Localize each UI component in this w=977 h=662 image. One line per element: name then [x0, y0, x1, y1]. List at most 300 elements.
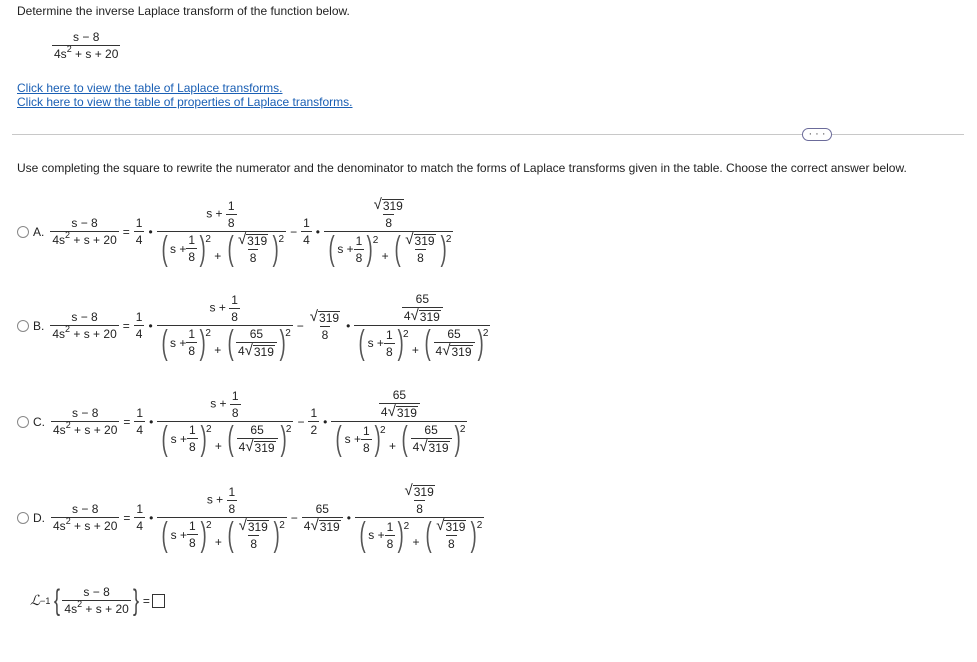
t [236, 230, 270, 249]
option-a[interactable] [17, 196, 453, 268]
t: ( [425, 516, 432, 554]
t [186, 327, 197, 358]
t: 2 [65, 516, 71, 526]
t: ) [280, 419, 287, 458]
t: 319 [247, 233, 268, 248]
t: √ [404, 482, 413, 499]
t: 2 [403, 520, 410, 532]
t [50, 325, 118, 341]
t: 8 [416, 502, 423, 516]
minus-sign: − [297, 414, 305, 429]
t: 319 [451, 345, 472, 359]
instruction-text: Use completing the square to rewrite the numerator and the denominator to match the forms of Laplace transforms given in the table. Choose the correct answer below. [17, 161, 907, 175]
t [208, 293, 242, 325]
t: ( [227, 323, 234, 362]
t [403, 484, 437, 500]
dot: • [323, 414, 328, 429]
t: 4 [303, 518, 311, 533]
option-c-expression [51, 388, 467, 458]
laplace-table-link-wrap [17, 81, 282, 95]
t: 4s [64, 602, 78, 616]
t [357, 516, 410, 554]
t: 319 [419, 310, 440, 324]
dot: • [148, 318, 153, 333]
lhs-num: s − 8 [71, 216, 98, 230]
t [423, 516, 483, 554]
option-d[interactable] [17, 482, 484, 554]
t: 1 [363, 423, 370, 438]
t: 2 [285, 423, 292, 435]
t: s − 8 [83, 585, 110, 599]
t: ( [401, 420, 409, 458]
laplace-properties-link-wrap [17, 95, 353, 109]
t: 2 [205, 234, 211, 245]
coef-65-4sqrt319 [302, 502, 343, 534]
t [355, 516, 484, 554]
t: 4 [238, 439, 246, 454]
t: 1 [310, 406, 318, 420]
t: + [411, 343, 419, 357]
t: 65 [249, 326, 264, 341]
t: 319 [413, 485, 434, 499]
t: 1 [386, 519, 394, 534]
t: 1 [385, 327, 393, 342]
t: 1 [136, 502, 144, 516]
t [236, 327, 277, 359]
t [401, 484, 439, 517]
t: 65 [392, 388, 407, 402]
t: 4s [52, 233, 66, 247]
t: 8 [188, 250, 196, 264]
t: 1 [228, 484, 236, 499]
t: ) [374, 420, 381, 458]
t: 8 [188, 440, 196, 454]
t: 319 [445, 520, 466, 534]
right-brace: } [132, 583, 139, 617]
t [237, 438, 278, 455]
term1-fraction [157, 292, 293, 362]
term2-fraction [324, 196, 453, 268]
t: ) [471, 516, 478, 554]
t: 8 [447, 537, 455, 551]
t: √ [419, 438, 428, 455]
den-exp: 2 [66, 44, 72, 54]
answer-equals: = [142, 593, 150, 608]
left-brace: { [54, 583, 61, 617]
term2-num [370, 198, 408, 231]
t: ) [199, 323, 206, 362]
t: 319 [254, 440, 275, 455]
t: 2 [65, 230, 71, 240]
t: ) [397, 324, 404, 362]
t [229, 293, 240, 324]
t: 65 [315, 501, 329, 516]
t [379, 388, 420, 420]
t: ) [199, 229, 206, 268]
option-a-expression [50, 196, 453, 268]
minus-sign: − [290, 224, 298, 239]
t [356, 324, 409, 362]
t: √ [244, 341, 253, 359]
option-b[interactable] [17, 292, 490, 362]
t [225, 229, 285, 268]
t [225, 419, 292, 458]
minus-sign: − [290, 510, 298, 525]
t: 8 [385, 216, 393, 230]
t [159, 515, 212, 554]
t [361, 424, 372, 455]
t: s + [367, 336, 384, 350]
t: s + [206, 492, 224, 507]
frac-1-2 [308, 406, 319, 437]
t: 8 [228, 501, 236, 516]
coef-sqrt319-8 [308, 307, 342, 342]
t [308, 307, 342, 326]
option-a-label: A. [33, 224, 45, 239]
t: 8 [250, 536, 258, 551]
t: √ [310, 516, 319, 534]
dot: • [346, 318, 351, 333]
t: + s + 20 [70, 519, 118, 533]
lhs-fraction [50, 216, 118, 247]
t: 319 [428, 441, 449, 455]
t [157, 515, 286, 554]
t: + [388, 439, 396, 453]
t: s − 8 [71, 310, 98, 324]
t: ( [161, 323, 168, 362]
t [237, 516, 271, 535]
t: 4s [53, 519, 66, 533]
dot: • [346, 510, 351, 525]
t: 4 [403, 309, 411, 323]
t: √ [309, 307, 319, 325]
t [403, 233, 437, 249]
term1-den [157, 229, 286, 268]
t: 1 [355, 233, 363, 248]
t: ) [454, 420, 461, 458]
laplace-table-link[interactable]: Click here to view the table of Laplace transforms. [17, 81, 283, 95]
t: 2 [476, 520, 483, 531]
t: s + [337, 242, 354, 256]
frac-1-4 [134, 406, 145, 437]
t [186, 233, 197, 264]
t: 65 [415, 292, 429, 306]
t [434, 519, 468, 535]
t: + [381, 249, 389, 263]
term2-fraction [355, 482, 484, 554]
t: √ [405, 231, 414, 248]
t [434, 327, 475, 359]
t: s + [368, 528, 385, 542]
t: ( [161, 515, 169, 554]
t: 4 [135, 233, 143, 247]
t: ) [272, 229, 279, 268]
t [302, 517, 343, 534]
t: 8 [249, 250, 257, 265]
t [411, 423, 452, 455]
t: s + [169, 335, 187, 350]
den-4s: 4s [54, 47, 67, 61]
given-numerator: s − 8 [73, 30, 100, 44]
t: 8 [188, 344, 196, 358]
t [187, 519, 198, 550]
term2-fraction [354, 292, 490, 362]
t: 2 [372, 234, 379, 246]
t: + [412, 535, 420, 549]
t: 319 [319, 310, 340, 325]
t: ) [279, 323, 286, 362]
equals-sign: = [123, 414, 131, 429]
t: 1 [303, 216, 310, 230]
option-d-radio[interactable] [17, 512, 29, 524]
t: + s + 20 [70, 233, 117, 247]
t [333, 420, 386, 458]
minus-sign: − [296, 318, 304, 333]
den-rest: + s + 20 [71, 47, 119, 61]
t: s + [169, 241, 187, 256]
dot: • [315, 224, 320, 239]
term1-fraction [157, 388, 293, 458]
t [434, 519, 468, 551]
t [377, 388, 422, 421]
t: 4 [303, 233, 310, 247]
t [372, 198, 406, 230]
t [236, 230, 270, 265]
t [385, 520, 396, 551]
t: √ [410, 307, 419, 324]
t: 1 [188, 519, 196, 533]
t: 319 [247, 519, 268, 534]
t: 2 [279, 519, 285, 531]
t [422, 324, 489, 362]
t: 2 [77, 599, 83, 609]
t [354, 324, 490, 362]
lhs-fraction [51, 406, 119, 437]
t: ( [161, 229, 168, 268]
t: 2 [402, 328, 409, 340]
t: 8 [385, 344, 393, 359]
frac-1-4 [134, 216, 145, 247]
t [157, 323, 293, 362]
term1-num [204, 199, 238, 231]
t [237, 423, 278, 455]
t: 4 [380, 405, 388, 419]
t: 65 [447, 327, 461, 341]
t: √ [442, 342, 451, 359]
laplace-properties-link[interactable]: Click here to view the table of properties of Laplace transforms. [17, 95, 353, 109]
t [187, 423, 198, 454]
t: √ [387, 403, 396, 420]
answer-line: ℒ −1 { s − 8 $4s^2 + s + 20$ } = [30, 585, 165, 616]
t [227, 485, 238, 516]
option-a-radio[interactable] [17, 226, 29, 238]
t [236, 342, 277, 359]
t: 319 [414, 234, 435, 248]
t: 4 [136, 519, 144, 533]
option-c[interactable] [17, 388, 467, 458]
t: + [214, 534, 222, 549]
frac-1-4 [134, 310, 145, 341]
answer-fraction [62, 585, 130, 616]
t: 8 [321, 327, 329, 342]
t: 2 [380, 424, 386, 436]
t: 4 [136, 423, 144, 437]
t [400, 292, 445, 325]
t: 1 [188, 327, 196, 341]
t: ) [397, 516, 405, 554]
t: 8 [231, 405, 239, 420]
t [403, 233, 437, 265]
t [354, 234, 365, 265]
t: 2 [205, 328, 211, 339]
dot: • [149, 510, 154, 525]
term2-den [324, 230, 453, 268]
t [205, 485, 239, 517]
t: + [214, 342, 222, 357]
t: 1 [188, 423, 196, 437]
t: ( [335, 420, 343, 458]
t: ( [394, 230, 401, 268]
t [379, 403, 420, 420]
t: 1 [188, 233, 196, 247]
t: ( [359, 516, 366, 554]
t [403, 484, 437, 516]
t: ) [200, 419, 207, 458]
t: s + [344, 432, 362, 446]
t: s + [209, 300, 226, 315]
t [230, 389, 241, 420]
dot: • [148, 224, 153, 239]
t: 4 [412, 440, 420, 454]
t: 319 [253, 344, 274, 359]
option-c-label: C. [33, 414, 45, 429]
t [399, 420, 466, 458]
t [157, 419, 293, 458]
t: 2 [206, 424, 212, 435]
t: 8 [386, 536, 394, 551]
t [62, 600, 130, 616]
t: 2 [278, 233, 285, 245]
t: ( [424, 324, 431, 362]
t [226, 199, 237, 230]
t: ( [328, 230, 335, 268]
equals-sign: = [122, 224, 130, 239]
t: 2 [459, 424, 466, 435]
dot: • [149, 414, 154, 429]
t: 4s [53, 423, 66, 437]
t: 65 [424, 423, 438, 437]
t: ( [227, 419, 235, 458]
t: ) [477, 324, 484, 362]
term1-fraction [157, 484, 286, 554]
t: 319 [396, 406, 417, 420]
t [411, 438, 452, 455]
t [159, 419, 212, 458]
t [51, 421, 119, 437]
option-c-radio[interactable] [17, 416, 29, 428]
t: 1 [231, 292, 238, 307]
t: √ [238, 516, 247, 534]
t: 4 [237, 343, 245, 358]
t [237, 516, 271, 551]
term2-fraction [331, 388, 467, 458]
t: 319 [319, 519, 340, 534]
t [402, 307, 443, 324]
t [225, 515, 285, 554]
t: 4 [135, 327, 143, 341]
lhs-fraction [51, 502, 119, 533]
t: ) [366, 230, 374, 268]
t [331, 420, 467, 458]
t: 2 [65, 324, 71, 334]
t: + s + 20 [82, 602, 129, 616]
t: 2 [445, 234, 452, 245]
t: 1 [136, 406, 144, 420]
t: 2 [206, 520, 212, 531]
t: 65 [250, 422, 264, 437]
t: 1 [231, 388, 239, 403]
given-denominator [52, 45, 120, 61]
t: 2 [65, 420, 71, 430]
t [402, 292, 443, 324]
t: √ [436, 517, 445, 534]
option-b-label: B. [33, 318, 45, 333]
t: 8 [417, 251, 424, 265]
frac-1-4b [301, 216, 312, 247]
t [208, 389, 242, 421]
option-b-radio[interactable] [17, 320, 29, 332]
term1-fraction [157, 198, 286, 268]
t: √ [373, 196, 382, 213]
t [372, 198, 406, 214]
t: + s + 20 [70, 423, 118, 437]
t: + s + 20 [70, 327, 117, 341]
equals-sign: = [123, 510, 131, 525]
more-button[interactable]: · · · [802, 128, 832, 141]
t: 2 [285, 327, 291, 339]
t: 8 [188, 536, 196, 550]
t: s − 8 [72, 406, 99, 420]
t [392, 230, 452, 268]
t: s + [170, 527, 187, 542]
frac-1-4 [134, 502, 145, 533]
t [159, 323, 211, 362]
t: 1 [227, 198, 235, 213]
t: 319 [382, 199, 403, 213]
t: 4s [52, 327, 66, 341]
t: s − 8 [72, 502, 99, 516]
t: 8 [363, 440, 370, 455]
t [225, 323, 291, 362]
t: ( [358, 324, 366, 362]
answer-input[interactable] [152, 594, 165, 608]
t: + [214, 248, 222, 263]
t [326, 230, 379, 268]
t: 2 [482, 328, 489, 339]
t: s + [170, 431, 187, 446]
t: s + [210, 396, 227, 411]
given-function [52, 30, 120, 61]
t: + [214, 438, 222, 453]
t [434, 342, 475, 359]
t: √ [245, 437, 254, 455]
t: ( [227, 515, 235, 554]
option-d-label: D. [33, 510, 45, 525]
t [159, 229, 211, 268]
equals-sign: = [122, 318, 130, 333]
t [51, 517, 119, 533]
t: 1 [135, 310, 143, 324]
